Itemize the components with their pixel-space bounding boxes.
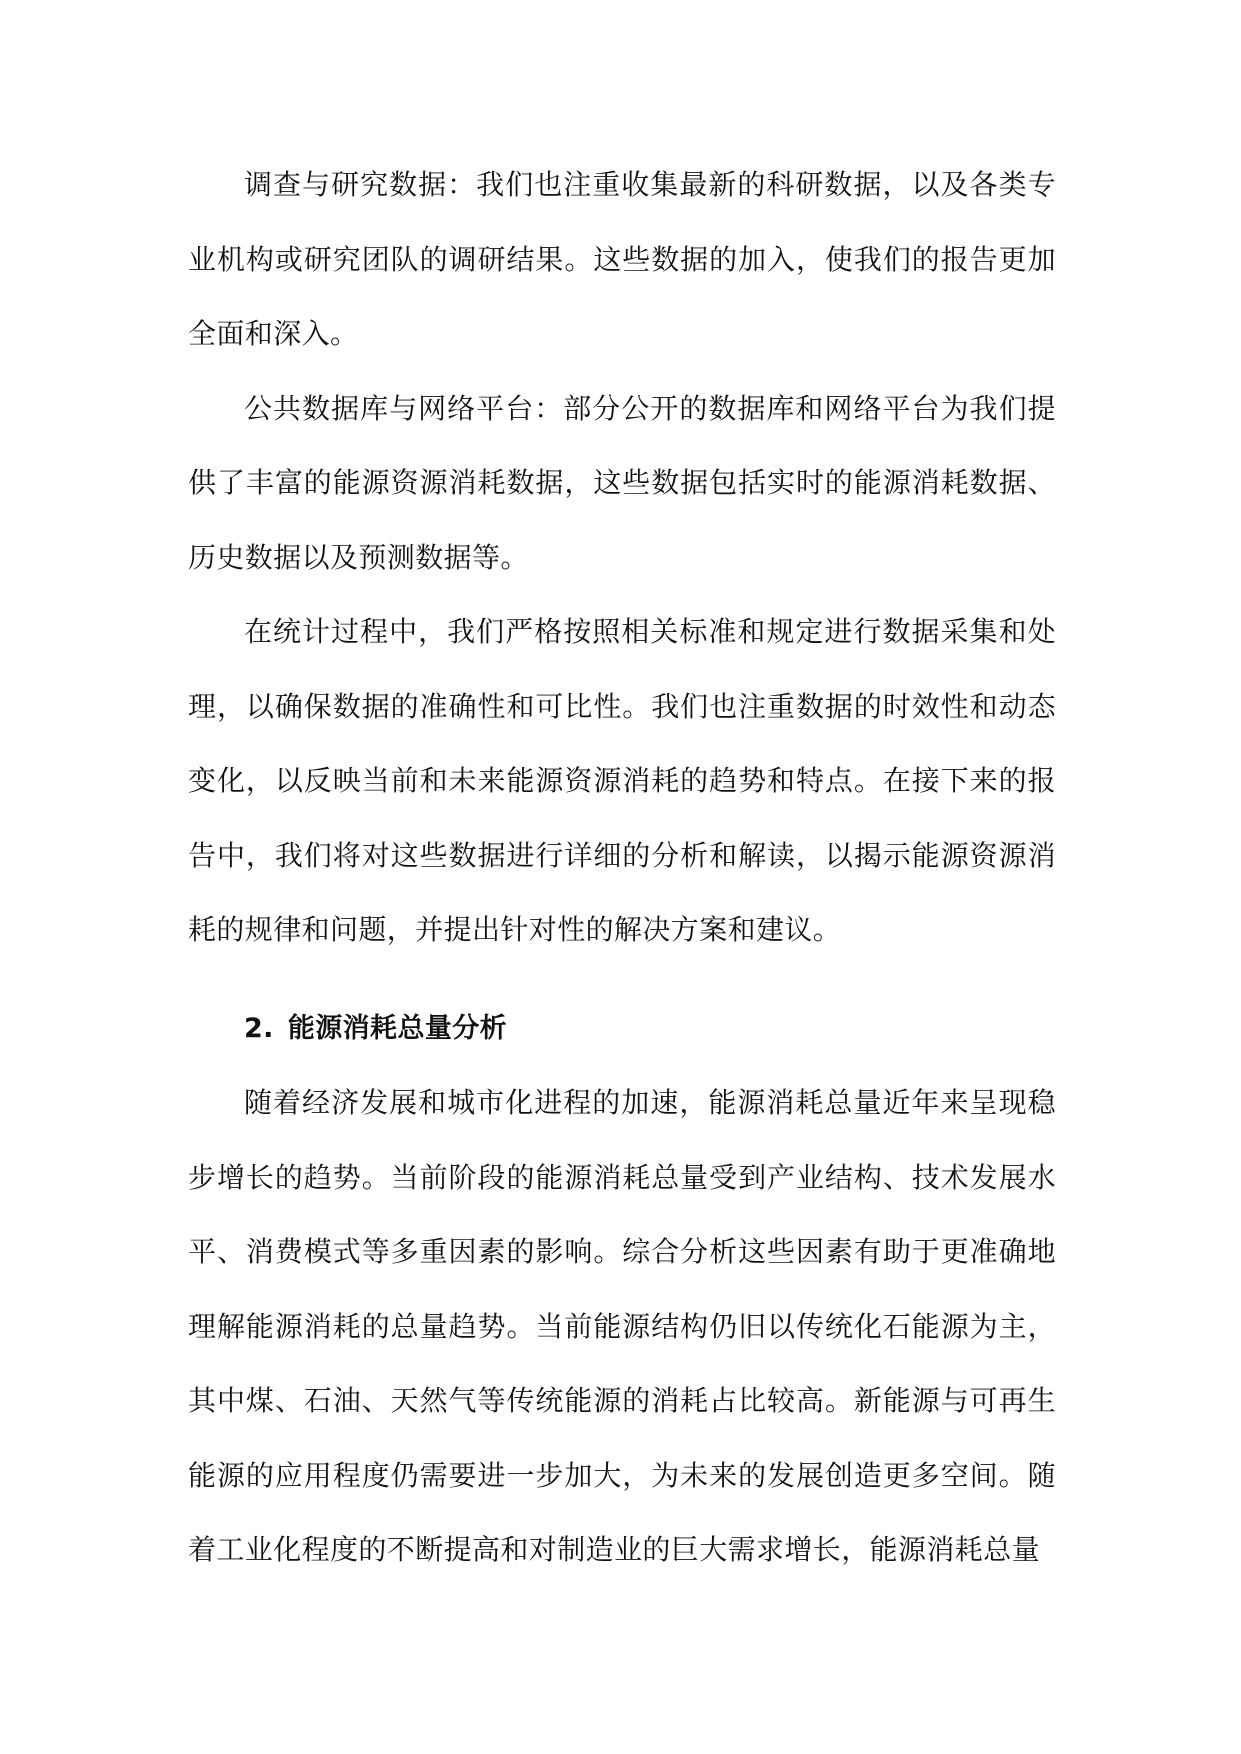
section-title: 能源消耗总量分析 [287,1012,508,1044]
paragraph-statistics-process: 在统计过程中，我们严格按照相关标准和规定进行数据采集和处理，以确保数据的准确性和可比性。我们也注重数据的时效性和动态变化，以反映当前和未来能源资源消耗的趋势和特点。在接下来的报告中，我们将对这些数据进行详细的分析和解读，以揭示能源资源消耗的规律和问题，并提出针对性的解决方案和建议。 [188,615,1056,946]
paragraph-survey-data: 调查与研究数据：我们也注重收集最新的科研数据，以及各类专业机构或研究团队的调研结果。这些数据的加入，使我们的报告更加全面和深入。 [188,168,1056,350]
document-body [188,148,1056,1588]
section-number: 2. [244,1012,274,1044]
section-heading [188,992,1056,1067]
paragraph-public-databases: 公共数据库与网络平台：部分公开的数据库和网络平台为我们提供了丰富的能源资源消耗数据，这些数据包括实时的能源消耗数据、历史数据以及预测数据等。 [188,391,1056,574]
paragraph-consumption-analysis: 随着经济发展和城市化进程的加速，能源消耗总量近年来呈现稳步增长的趋势。当前阶段的能源消耗总量受到产业结构、技术发展水平、消费模式等多重因素的影响。综合分析这些因素有助于更准确地理解能源消耗的总量趋势。当前能源结构仍旧以传统化石能源为主，其中煤、石油、天然气等传统能源的消耗占比较高。新能源与可再生能源的应用程度仍需要进一步加大，为未来的发展创造更多空间。随着工业化程度的不断提高和对制造业的巨大需求增长，能源消耗总量 [188,1086,1056,1566]
